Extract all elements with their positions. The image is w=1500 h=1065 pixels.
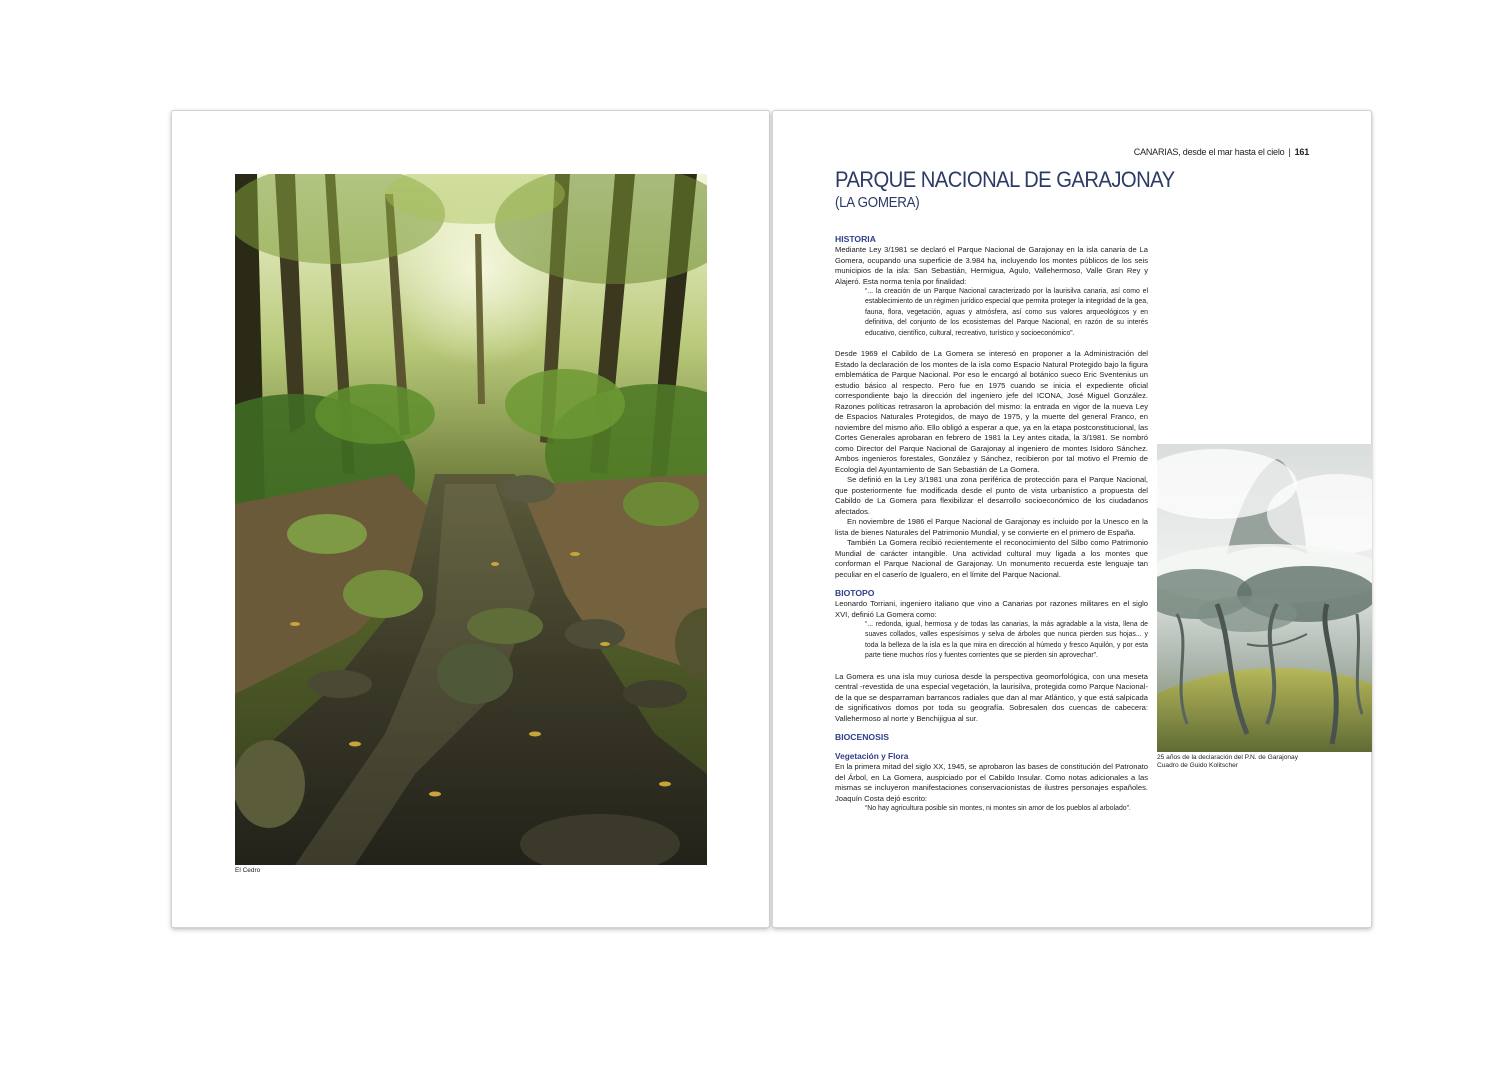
section-heading-biocenosis: BIOCENOSIS: [835, 732, 889, 743]
biotopo-quote: “... redonda, igual, hermosa y de todas las canarias, la más agradable a la vista, llena de suaves collados, valles espesísimos y selva de árboles que nunca pierden sus hojas... y toda la belleza de la isla es la que mira en dirección al húmedo y fresco Aquilón, y por esta parte tiene muchos ríos y fuentes corrientes que se pierden sin aprovechar”.: [865, 621, 1148, 660]
biotopo-paragraph-1: Leonardo Torriani, ingeniero italiano que vino a Canarias por razones militares en el siglo XVI, definió La Gomera como:: [835, 599, 1148, 619]
section-heading-biotopo: BIOTOPO: [835, 588, 875, 599]
subheading-vegetacion-flora: Vegetación y Flora: [835, 751, 909, 762]
biocenosis-quote: “No hay agricultura posible sin montes, ni montes sin amor de los pueblos al arbolado”.: [865, 805, 1131, 813]
historia-quote: “... la creación de un Parque Nacional caracterizado por la laurisilva canaria, así como el establecimiento de un régimen jurídico especial que permita proteger la integridad de la gea, fauna, flora, vegetación, aguas y atmósfera, así como sus valores arqueológicos y en definitiva, del conjunto de los ecosistemas del Parque Nacional, en razón de su interés educativo, científico, cultural, recreativo, turístico y socioeconómico”.: [865, 288, 1148, 337]
painting-caption-line-2: Cuadro de Guido Kolitscher: [1157, 761, 1239, 769]
painting-illustration: [1157, 444, 1372, 752]
left-page: [171, 110, 770, 928]
historia-paragraph-4: En noviembre de 1986 el Parque Nacional de Garajonay es incluido por la Unesco en la lista de bienes Naturales del Patrimonio Mundial, y se convierte en el primero de España.: [835, 517, 1148, 537]
painting-caption-line-1: 25 años de la declaración del P.N. de Garajonay: [1157, 754, 1299, 761]
page-number: 161: [1294, 147, 1309, 157]
section-heading-historia: HISTORIA: [835, 234, 876, 244]
body-column: [835, 234, 1148, 815]
photo-caption: El Cedro: [235, 867, 261, 874]
running-head-title: CANARIAS, desde el mar hasta el cielo: [1133, 147, 1285, 157]
biotopo-paragraph-2: La Gomera es una isla muy curiosa desde la perspectiva geomorfológica, con una meseta central -revestida de una especial vegetación, la laurisilva, protegida como Parque Nacional- de la que se desparraman barrancos radiales que dan al mar Atlántico, y que está salpicada de significativos domos por toda su geografía. Sobresalen dos cuencas de cabecera: Vallehermoso al norte y Benchijigua al sur.: [835, 671, 1148, 723]
forest-stream-photo: [235, 174, 707, 865]
historia-paragraph-1: Mediante Ley 3/1981 se declaró el Parque Nacional de Garajonay en la isla canaria de La Gomera, ocupando una superficie de 3.984 ha, incluyendo los montes públicos de los seis municipios de la isla: San Sebastián, Hermigua, Agulo, Vallehermoso, Valle Gran Rey y Alajeró. Esta norma tenía por finalidad:: [835, 245, 1148, 286]
forest-stream-illustration: [235, 174, 707, 865]
historia-paragraph-5: También La Gomera recibió recientemente el reconocimiento del Silbo como Patrimonio Mundial de carácter intangible. Una actividad cultural muy ligada a los montes que conforman el Parque Nacional de Garajonay. Un monumento recuerda este lenguaje tan peculiar en el caserío de Igualero, en el límite del Parque Nacional.: [835, 538, 1148, 579]
running-head: [1134, 147, 1309, 157]
historia-paragraph-2: Desde 1969 el Cabildo de La Gomera se interesó en proponer a la Administración del Estado la declaración de los montes de la isla como Espacio Natural Protegido bajo la figura emblemática de Parque Nacional. Por eso le encargó al botánico sueco Eric Sventenius un estudio básico al respecto. Pero fue en 1975 cuando se inicia el expediente oficial correspondiente bajo la dirección del ingeniero jefe del ICONA, José Miguel González. Razones políticas retrasaron la aprobación del mismo: la entrada en vigor de la nueva Ley de Espacios Naturales Protegidos, de mayo de 1975, y la muerte del general Franco, en noviembre del mismo año. Ello obligó a esperar a que, ya en la etapa postconstitucional, las Cortes Generales aprobaran en febrero de 1981 la Ley antes citada, la 3/1981. Se nombró como Director del Parque Nacional de Garajonay al ingeniero de montes Isidoro Sánchez. Ambos ingenieros forestales, González y Sánchez, recibieron por tal motivo el Premio de Ecología del Ayuntamiento de San Sebastián de La Gomera.: [835, 349, 1148, 474]
biocenosis-paragraph-1: En la primera mitad del siglo XX, 1945, se aprobaron las bases de constitución del Patronato del Árbol, en La Gomera, auspiciado por el Cabildo Insular. Como notas adicionales a las mismas se incluyeron manifestaciones conservacionistas de ilustres personajes españoles. Joaquín Costa dejó escrito:: [835, 762, 1148, 803]
running-head-separator: |: [1288, 147, 1291, 157]
right-page: [772, 110, 1372, 928]
painting-caption: [1157, 754, 1298, 769]
page-subtitle: (LA GOMERA): [835, 195, 920, 211]
historia-paragraph-3: Se definió en la Ley 3/1981 una zona periférica de protección para el Parque Nacional, que posteriormente fue modificada desde el punto de vista urbanístico a propuesta del Cabildo de La Gomera para flexibilizar el desarrollo socioeconómico de los ciudadanos afectados.: [835, 475, 1148, 516]
page-title: PARQUE NACIONAL DE GARAJONAY: [835, 167, 1175, 192]
garajonay-mist-painting: [1157, 444, 1372, 752]
